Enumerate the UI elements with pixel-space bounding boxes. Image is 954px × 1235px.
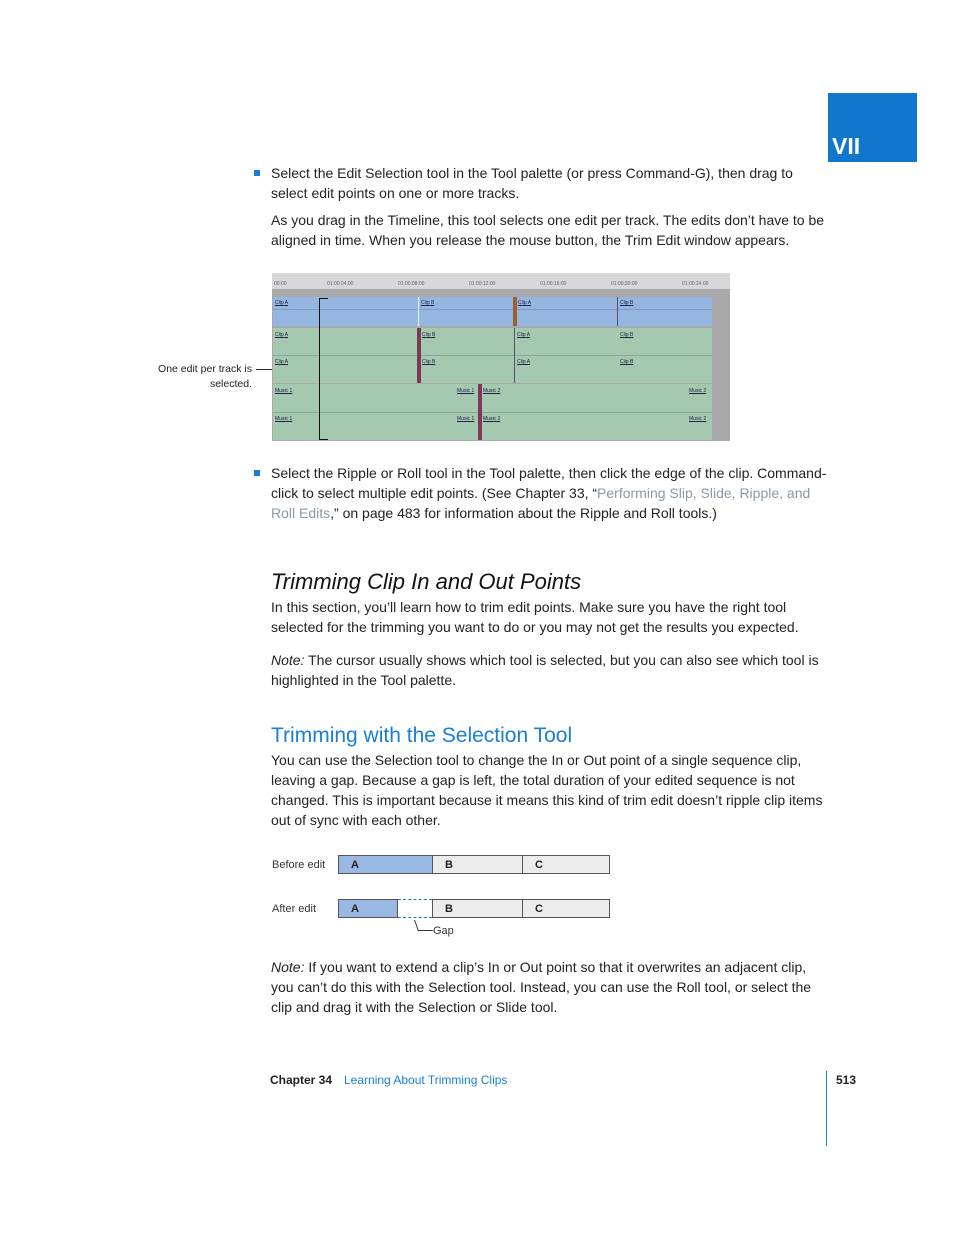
clip-c: C xyxy=(522,899,610,918)
after-label: After edit xyxy=(272,903,317,915)
section-heading: Trimming Clip In and Out Points xyxy=(271,569,582,594)
clip-b: B xyxy=(432,855,523,874)
video-track-1: Clip A Clip B Clip A Clip B xyxy=(273,297,712,326)
footer-chapter-title[interactable]: Learning About Trimming Clips xyxy=(344,1073,508,1087)
footer-chapter: Chapter 34 xyxy=(270,1073,333,1087)
clip-a: A xyxy=(338,855,433,874)
note: Note: If you want to extend a clip’s In or Out point so that it overwrites an adjacent clip, you can’t do this with the Selection tool. Instead, you can use the Roll tool, or select the clip and drag it with the Selection or Slide tool. xyxy=(271,959,812,1015)
footer-divider xyxy=(826,1071,827,1146)
page-number: 513 xyxy=(836,1073,857,1087)
selected-edit[interactable] xyxy=(478,384,482,440)
clip-a: A xyxy=(338,899,398,918)
paragraph: You can use the Selection tool to change the In or Out point of a single sequence clip, leaving a gap. Because a gap is left, the total duration of your edited sequence is not changed. This is important because it means this kind of trim edit doesn’t ripple clip items out of sync with each other. xyxy=(271,752,823,828)
gap-pointer xyxy=(414,920,433,931)
gap-label: Gap xyxy=(433,925,454,937)
figure-callout: One edit per track is selected. xyxy=(158,363,252,390)
cross-reference-link[interactable]: Performing Slip, Slide, Ripple, and Roll Edits xyxy=(271,485,811,521)
music-tracks: Music 1 Music 1 Music 1 Music 1 Music 2 Music 2 Music 2 Music 2 xyxy=(273,384,712,440)
bullet-text: Select the Edit Selection tool in the Tool palette (or press Command-G), then drag to select edit points on one or more tracks. xyxy=(271,165,793,201)
audio-tracks-clips: Clip A Clip A Clip B Clip B Clip A Clip A Clip B Clip B xyxy=(273,328,712,383)
part-tab: VII xyxy=(828,93,917,162)
before-label: Before edit xyxy=(272,859,326,871)
selection-bracket xyxy=(319,298,328,440)
clip-c: C xyxy=(522,855,610,874)
gap-region xyxy=(398,899,432,918)
clip-b: B xyxy=(432,899,523,918)
note: Note: The cursor usually shows which tool is selected, but you can also see which tool is highlighted in the Tool palette. xyxy=(271,652,819,688)
selected-edit[interactable] xyxy=(513,297,517,326)
paragraph: As you drag in the Timeline, this tool selects one edit per track. The edits don’t have to be aligned in time. When you release the mouse button, the Trim Edit window appears. xyxy=(271,212,825,248)
subsection-heading: Trimming with the Selection Tool xyxy=(271,724,573,747)
bullet-icon xyxy=(254,170,260,176)
bullet-icon xyxy=(254,470,260,476)
paragraph: In this section, you’ll learn how to trim edit points. Make sure you have the right tool selected for the trimming you want to do or you may not get the results you expected. xyxy=(271,599,799,635)
timeline-screenshot xyxy=(272,273,730,441)
timeline-ruler: 00:00 01:00:04:00 01:00:08:00 01:00:12:00 01:00:16:00 01:00:20:00 01:00:24:00 xyxy=(272,273,730,289)
bullet-text: Select the Ripple or Roll tool in the Tool palette, then click the edge of the clip. Command-click to select multiple edit points. (See Chapter 33, “Performing Slip, Slide, Ripple, and Roll Edits,” on page 483 for information about the Ripple and Roll tools.) xyxy=(271,465,827,521)
selected-edit[interactable] xyxy=(417,328,421,383)
